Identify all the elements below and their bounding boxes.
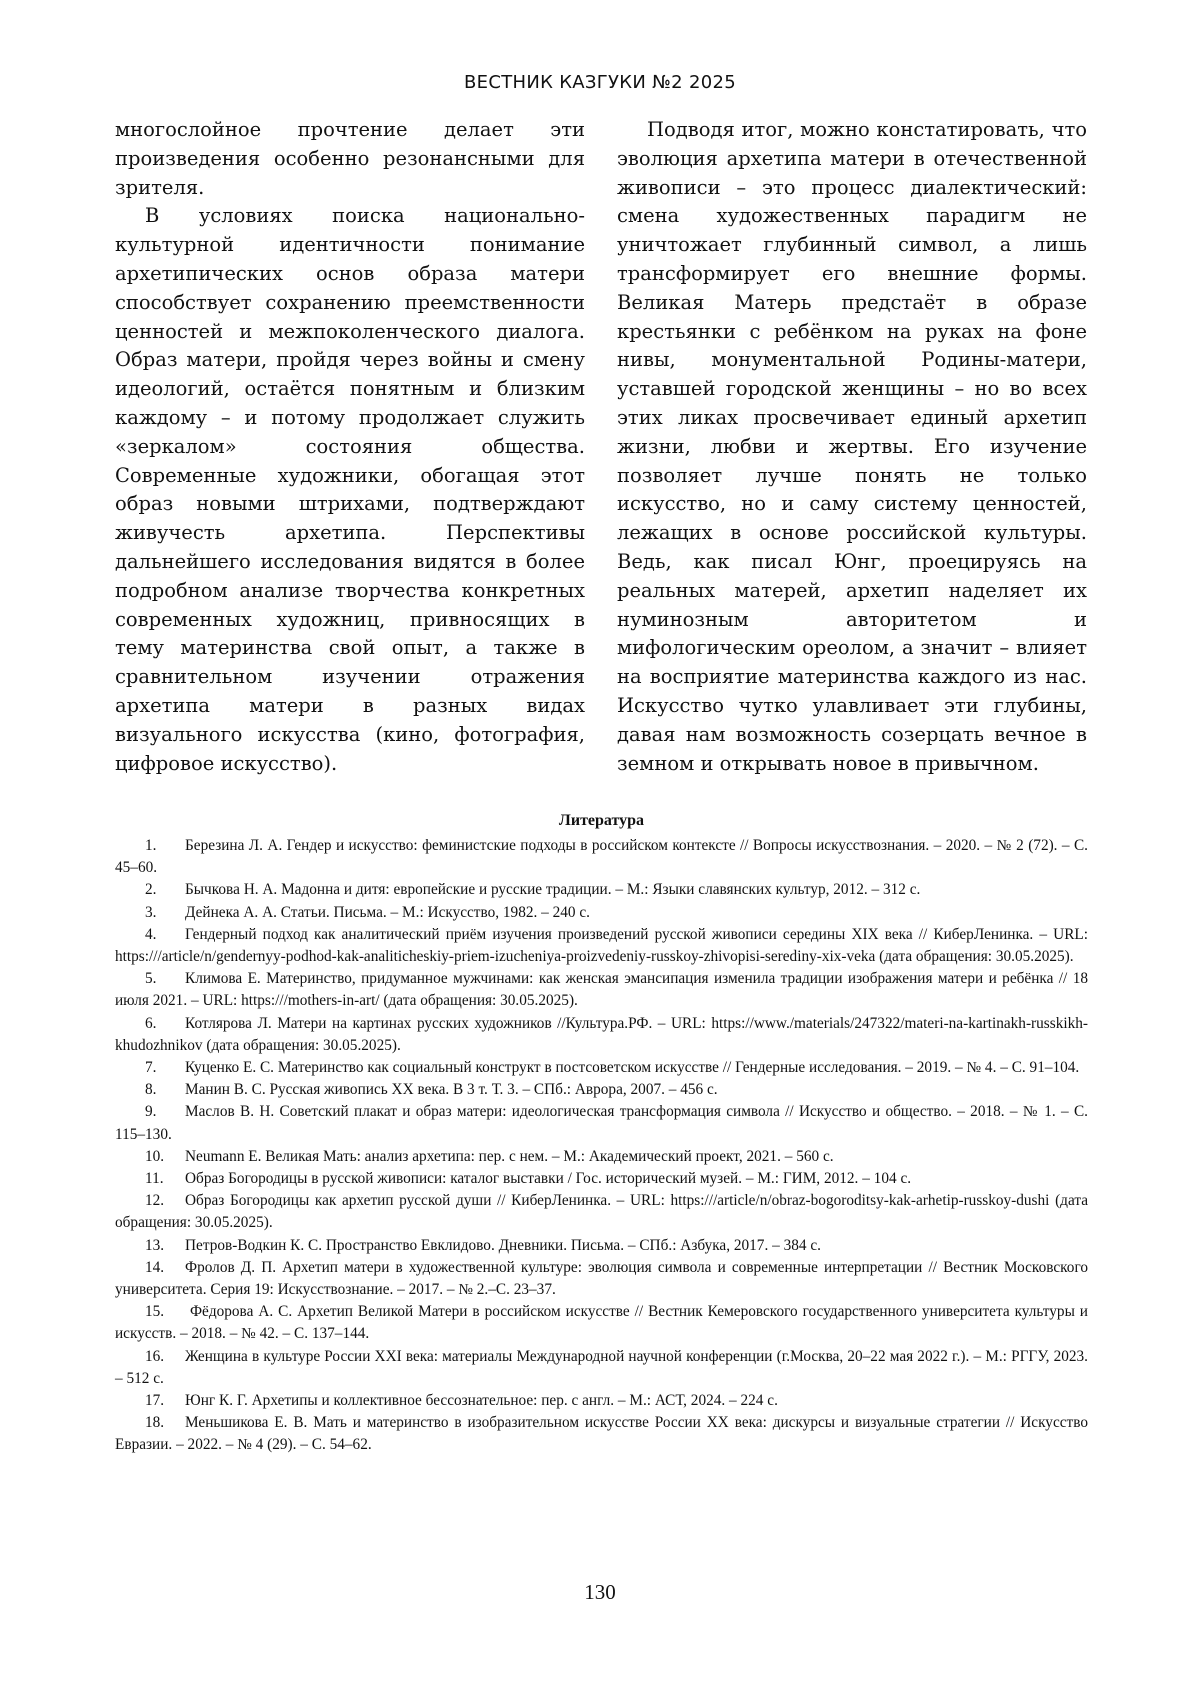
reference-text: Образ Богородицы как архетип русской души // КиберЛенинка. – URL: https:///article/n/obraz-bogoroditsy-kak-arhetip-russkoy-dushi (дата обращения: 30.05.2025).	[115, 1192, 1088, 1232]
reference-text: Манин В. С. Русская живопись XX века. В 3 т. Т. 3. – СПб.: Аврора, 2007. – 456 с.	[185, 1081, 718, 1099]
reference-text: Женщина в культуре России XXI века: материалы Международной научной конференции (г.Москва, 20–22 мая 2022 г.). – М.: РГГУ, 2023. – 512 с.	[115, 1347, 1088, 1387]
reference-text: Куценко Е. С. Материнство как социальный конструкт в постсоветском искусстве // Гендерные исследования. – 2019. – № 4. – С. 91–104.	[185, 1059, 1080, 1077]
right-column	[617, 116, 1087, 778]
reference-item	[115, 1346, 1088, 1390]
body-columns	[115, 116, 1088, 778]
reference-text: Березина Л. А. Гендер и искусство: феминистские подходы в российском контексте // Вопросы искусствознания. – 2020. – № 2 (72). – С. 45–60.	[115, 837, 1088, 877]
reference-text: Климова Е. Материнство, придуманное мужчинами: как женская эмансипация изменила традиции изображения матери и ребёнка // 18 июля 2021. – URL: https:///mothers-in-art/ (дата обращения: 30.05.2025).	[115, 970, 1088, 1010]
reference-number: 18.	[145, 1414, 165, 1432]
reference-list	[115, 835, 1088, 1457]
running-header: ВЕСТНИК КАЗГУКИ №2 2025	[464, 72, 736, 93]
reference-number: 3.	[145, 903, 157, 921]
reference-number: 11.	[145, 1170, 164, 1188]
reference-text: Neumann E. Великая Мать: анализ архетипа: пер. с нем. – М.: Академический проект, 2021. – 560 с.	[185, 1147, 834, 1165]
reference-item	[115, 1301, 1088, 1345]
reference-text: Маслов В. Н. Советский плакат и образ матери: идеологическая трансформация символа // Искусство и общество. – 2018. – № 1. – С. 115–130.	[115, 1103, 1088, 1143]
reference-number: 1.	[145, 837, 157, 854]
reference-number: 4.	[145, 925, 157, 943]
left-column	[115, 116, 585, 778]
reference-text: Юнг К. Г. Архетипы и коллективное бессознательное: пер. с англ. – М.: АСТ, 2024. – 224 с.	[185, 1392, 778, 1410]
reference-text: Меньшикова Е. В. Мать и материнство в изобразительном искусстве России XX века: дискурсы и визуальные стратегии // Искусство Евразии. – 2022. – № 4 (29). – С. 54–62.	[115, 1414, 1088, 1454]
paragraph: Подводя итог, можно констатировать, что эволюция архетипа матери в отечественной живописи – это процесс диалектический: смена художественных парадигм не уничтожает глубинный символ, а лишь трансформирует его внешние формы. Великая Матерь предстаёт в образе крестьянки с ребёнком на руках на фоне нивы, монументальной Родины-матери, уставшей городской женщины – но во всех этих ликах просвечивает единый архетип жизни, любви и жертвы. Его изучение позволяет лучше понять не только искусство, но и саму систему ценностей, лежащих в основе российской культуры. Ведь, как писал Юнг, проецируясь на реальных матерей, архетип наделяет их нуминозным авторитетом и мифологическим ореолом, а значит – влияет на восприятие материнства каждого из нас. Искусство чутко улавливает эти глубины, давая нам возможность созерцать вечное в земном и открывать новое в привычном.	[617, 118, 1087, 775]
reference-number: 16.	[145, 1347, 165, 1365]
reference-number: 10.	[145, 1147, 165, 1165]
reference-item	[115, 968, 1088, 1012]
reference-text: Гендерный подход как аналитический приём изучения произведений русской живописи середины XIX века // КиберЛенинка. – URL: https:///article/n/gendernyy-podhod-kak-analiticheskiy-priem-izucheniya-proizvedeniy-russkoy-zhivopisi-serediny-xix-veka (дата обращения: 30.05.2025).	[115, 925, 1088, 966]
reference-number: 5.	[145, 970, 157, 988]
reference-item	[115, 835, 1088, 879]
reference-text: Бычкова Н. А. Мадонна и дитя: европейские и русские традиции. – М.: Языки славянских культур, 2012. – 312 с.	[185, 881, 921, 899]
reference-text: Фёдорова А. С. Архетип Великой Матери в российском искусстве // Вестник Кемеровского государственного университета культуры и искусств. – 2018. – № 42. – С. 137–144.	[115, 1303, 1088, 1343]
reference-number: 8.	[145, 1081, 157, 1099]
reference-text: Дейнека А. А. Статьи. Письма. – М.: Искусство, 1982. – 240 с.	[185, 903, 591, 921]
paragraph: многослойное прочтение делает эти произведения особенно резонансными для зрителя.	[115, 118, 585, 199]
reference-number: 14.	[145, 1258, 165, 1276]
reference-item	[115, 924, 1088, 968]
reference-item	[115, 902, 1088, 924]
reference-item	[115, 1190, 1088, 1234]
reference-text: Котлярова Л. Матери на картинах русских художников //Культура.РФ. – URL: https://www./materials/247322/materi-na-kartinakh-russkikh-khudozhnikov (дата обращения: 30.05.2025).	[115, 1014, 1088, 1054]
reference-item	[115, 1390, 1088, 1412]
paragraph: В условиях поиска национально-культурной идентичности понимание архетипических основ образа матери способствует сохранению преемственности ценностей и межпоколенческого диалога. Образ матери, пройдя через войны и смену идеологий, остаётся понятным и близким каждому – и потому продолжает служить «зеркалом» состояния общества. Современные художники, обогащая этот образ новыми штрихами, подтверждают живучесть архетипа. Перспективы дальнейшего исследования видятся в более подробном анализе творчества конкретных современных художниц, привносящих в тему материнства свой опыт, а также в сравнительном изучении отражения архетипа матери в разных видах визуального искусства (кино, фотография, цифровое искусство).	[115, 204, 585, 775]
reference-item	[115, 1057, 1088, 1079]
reference-number: 9.	[145, 1103, 157, 1121]
reference-item	[115, 1257, 1088, 1301]
reference-number: 15.	[145, 1303, 165, 1321]
reference-item	[115, 1146, 1088, 1168]
reference-text: Петров-Водкин К. С. Пространство Евклидово. Дневники. Письма. – СПб.: Азбука, 2017. – 384 с.	[185, 1236, 821, 1254]
reference-item	[115, 1101, 1088, 1145]
reference-item	[115, 1079, 1088, 1101]
literature-heading: Литература	[558, 812, 645, 829]
page-number: 130	[584, 1580, 616, 1604]
reference-number: 7.	[145, 1059, 157, 1077]
reference-item	[115, 879, 1088, 901]
reference-number: 17.	[145, 1392, 165, 1410]
reference-number: 13.	[145, 1236, 165, 1254]
reference-item	[115, 1412, 1088, 1456]
reference-number: 12.	[145, 1192, 165, 1210]
reference-item	[115, 1168, 1088, 1190]
reference-number: 6.	[145, 1014, 157, 1032]
reference-text: Образ Богородицы в русской живописи: каталог выставки / Гос. исторический музей. – М.: ГИМ, 2012. – 104 с.	[185, 1170, 912, 1188]
reference-number: 2.	[145, 881, 157, 899]
reference-text: Фролов Д. П. Архетип матери в художественной культуре: эволюция символа и современные интерпретации // Вестник Московского университета. Серия 19: Искусствознание. – 2017. – № 2.–С. 23–37.	[115, 1258, 1088, 1299]
reference-item	[115, 1235, 1088, 1257]
reference-item	[115, 1013, 1088, 1057]
